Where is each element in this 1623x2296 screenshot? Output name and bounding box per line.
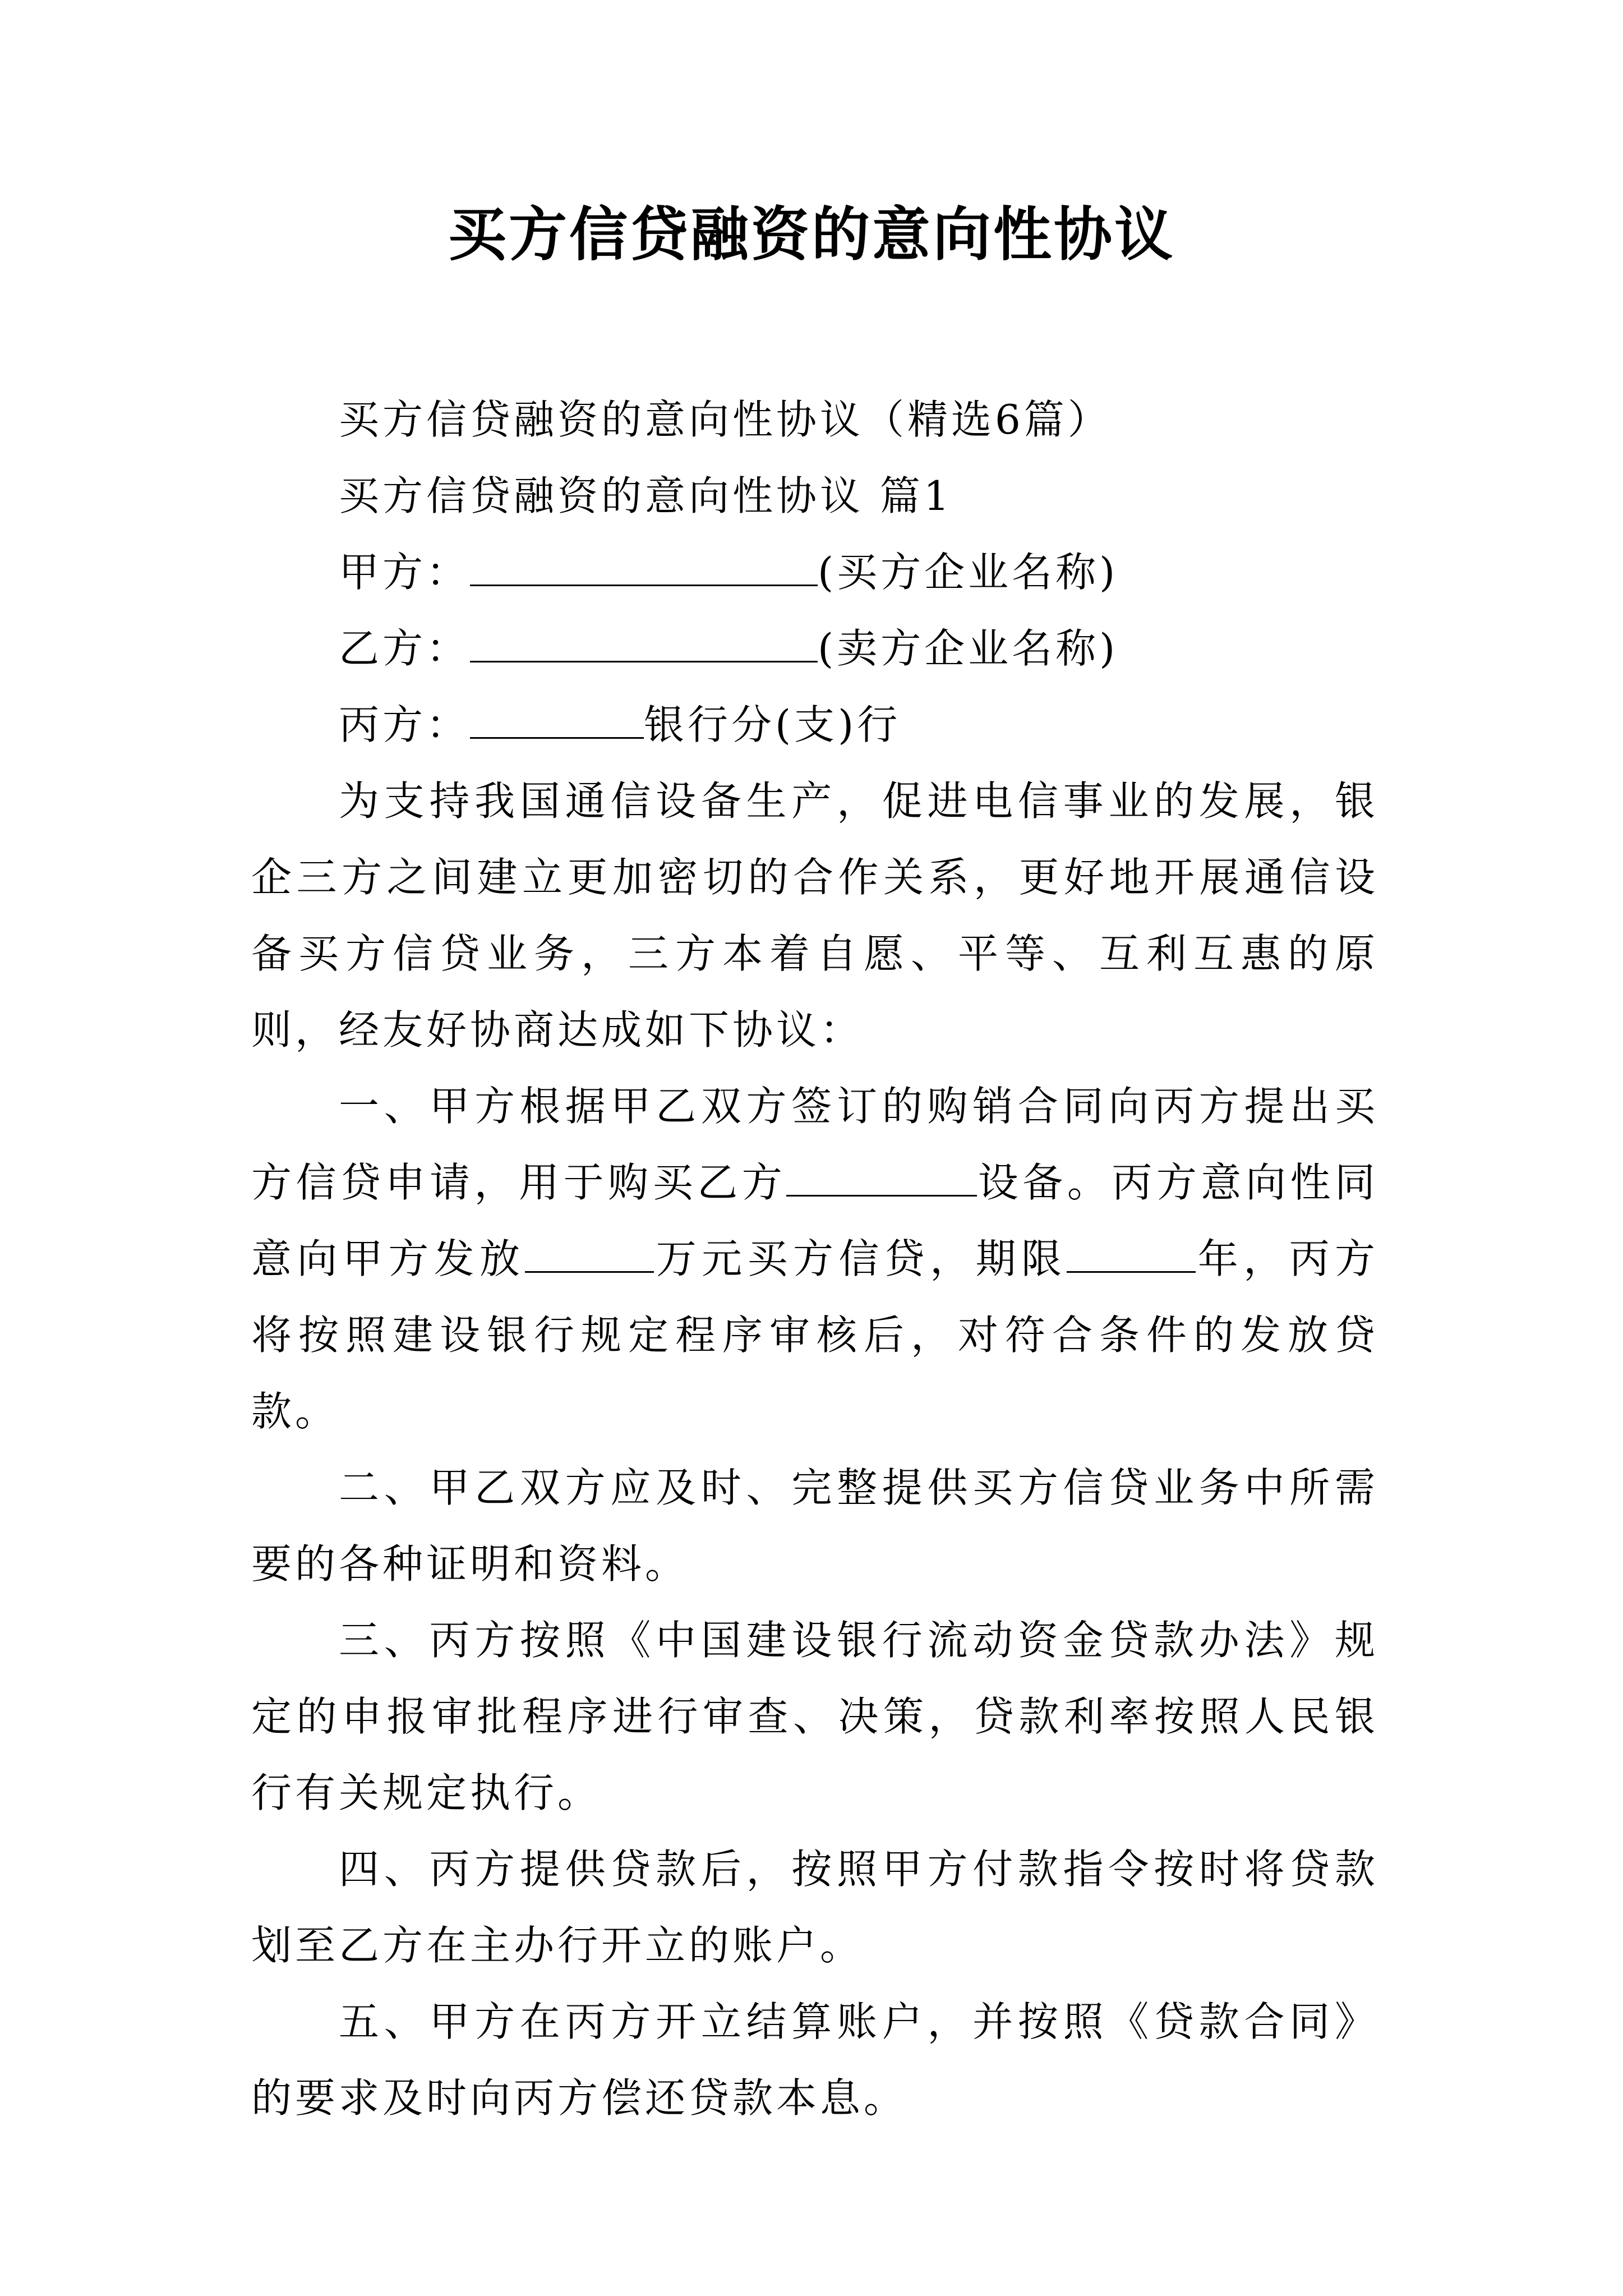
clause-1-part-1: 一、甲方根据甲乙双方签订的购销合同向丙方提出买方信贷申请，用于购买乙方 [251,1083,1378,1206]
term-blank [1067,1233,1196,1273]
party-c-blank [470,699,644,739]
party-c-label: 丙方： [339,701,471,748]
clause-5-paragraph: 五、甲方在丙方开立结算账户，并按照《贷款合同》的要求及时向丙方偿还贷款本息。 [251,1998,1378,2122]
party-a-note: (买方企业名称) [818,549,1119,596]
clause-1-paragraph [251,1068,1378,1450]
party-a-label: 甲方： [339,549,471,596]
clause-2-paragraph: 二、甲乙双方应及时、完整提供买方信贷业务中所需要的各种证明和资料。 [251,1464,1378,1588]
party-a-blank [470,546,818,586]
clause-3-paragraph: 三、丙方按照《中国建设银行流动资金贷款办法》规定的申报审批程序进行审查、决策，贷款利率按照人民银行有关规定执行。 [251,1617,1378,1816]
party-b-label: 乙方： [339,625,471,672]
party-b-blank [470,623,818,662]
article-heading: 买方信贷融资的意向性协议 篇1 [339,472,953,519]
party-c-line [251,687,1378,763]
document-body [251,381,1378,2136]
clause-1-part-2: 设备。丙方意向性同意向甲方发放 [251,1159,1378,1282]
party-c-note: 银行分(支)行 [644,701,901,748]
document-title: 买方信贷融资的意向性协议 [448,200,1175,269]
clause-4-paragraph: 四、丙方提供贷款后，按照甲方付款指令按时将贷款划至乙方在主办行开立的账户。 [251,1846,1378,1969]
equipment-blank [786,1157,977,1197]
amount-blank [525,1233,654,1273]
collection-heading: 买方信贷融资的意向性协议（精选6篇） [339,396,1112,443]
party-a-line [251,534,1378,610]
clause-1-part-4: 年，丙方将按照建设银行规定程序审核后，对符合条件的发放贷款。 [251,1235,1378,1435]
party-b-line [251,610,1378,687]
intro-paragraph: 为支持我国通信设备生产，促进电信事业的发展，银企三方之间建立更加密切的合作关系，更好地开展通信设备买方信贷业务，三方本着自愿、平等、互利互惠的原则，经友好协商达成如下协议： [251,777,1378,1053]
clause-1-part-3: 万元买方信贷，期限 [654,1235,1067,1282]
party-b-note: (卖方企业名称) [818,625,1119,672]
